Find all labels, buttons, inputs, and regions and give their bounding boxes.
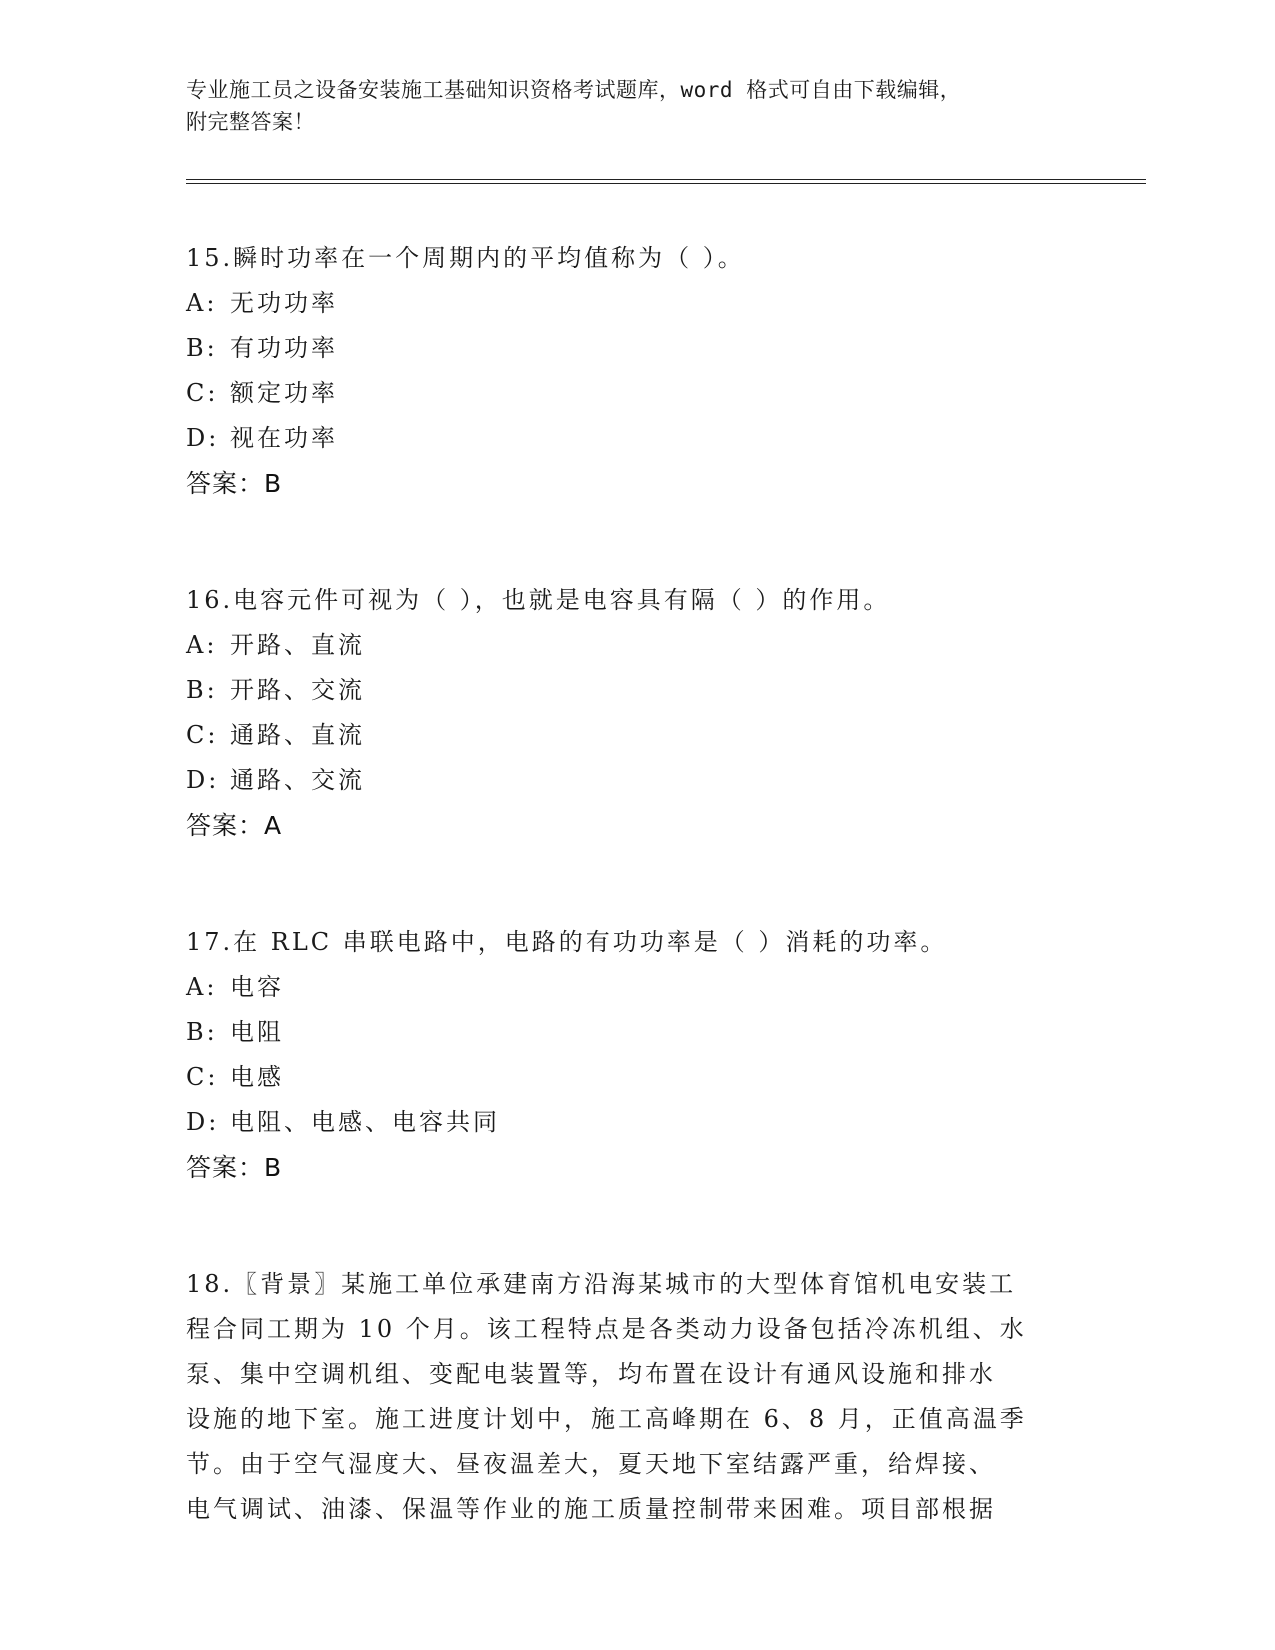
paragraph-line: 18.〖背景〗某施工单位承建南方沿海某城市的大型体育馆机电安装工	[186, 1270, 1017, 1298]
option-text: 通路、交流	[230, 766, 365, 794]
option-key: A:	[186, 973, 218, 1001]
option-b	[186, 326, 1086, 371]
paragraph-line: 程合同工期为 10 个月。该工程特点是各类动力设备包括冷冻机组、水	[186, 1315, 1027, 1343]
option-key: C:	[186, 721, 219, 749]
option-text: 通路、直流	[230, 721, 365, 749]
header-line-2: 附完整答案！	[186, 110, 315, 134]
question-stem: 16.电容元件可视为（ ），也就是电容具有隔（ ）的作用。	[186, 586, 891, 614]
option-key: D:	[186, 424, 220, 452]
question-stem: 17.在 RLC 串联电路中，电路的有功功率是（ ）消耗的功率。	[186, 928, 948, 956]
option-key: B:	[186, 334, 218, 362]
answer-line: 答案：B	[186, 469, 283, 498]
option-text: 电阻、电感、电容共同	[230, 1108, 500, 1136]
option-a	[186, 281, 1086, 326]
option-a	[186, 623, 1086, 668]
header-divider-bottom	[186, 183, 1146, 184]
option-d	[186, 1100, 1086, 1145]
option-key: C:	[186, 379, 219, 407]
option-b	[186, 668, 1086, 713]
option-d	[186, 416, 1086, 461]
question-17	[186, 920, 1086, 1190]
option-text: 电感	[230, 1063, 284, 1091]
question-16	[186, 578, 1086, 848]
option-a	[186, 965, 1086, 1010]
header-divider-top	[186, 179, 1146, 180]
option-text: 开路、交流	[230, 676, 365, 704]
question-list	[186, 236, 1086, 1532]
answer-line: 答案：A	[186, 811, 283, 840]
option-key: B:	[186, 1018, 218, 1046]
option-key: D:	[186, 1108, 220, 1136]
paragraph-line: 泵、集中空调机组、变配电装置等，均布置在设计有通风设施和排水	[186, 1360, 996, 1388]
question-stem: 15.瞬时功率在一个周期内的平均值称为（ ）。	[186, 244, 745, 272]
option-c	[186, 371, 1086, 416]
option-text: 开路、直流	[230, 631, 365, 659]
question-15	[186, 236, 1086, 506]
option-text: 额定功率	[230, 379, 338, 407]
option-text: 无功功率	[230, 289, 338, 317]
option-b	[186, 1010, 1086, 1055]
option-key: D:	[186, 766, 220, 794]
option-c	[186, 713, 1086, 758]
option-text: 有功功率	[230, 334, 338, 362]
option-key: A:	[186, 289, 218, 317]
question-18	[186, 1262, 1086, 1532]
paragraph-line: 设施的地下室。施工进度计划中，施工高峰期在 6、8 月，正值高温季	[186, 1405, 1027, 1433]
header-line-1: 专业施工员之设备安装施工基础知识资格考试题库，word 格式可自由下载编辑，	[186, 78, 962, 102]
option-text: 电阻	[230, 1018, 284, 1046]
option-d	[186, 758, 1086, 803]
option-text: 视在功率	[230, 424, 338, 452]
option-key: C:	[186, 1063, 219, 1091]
paragraph-line: 电气调试、油漆、保温等作业的施工质量控制带来困难。项目部根据	[186, 1495, 996, 1523]
option-c	[186, 1055, 1086, 1100]
option-key: B:	[186, 676, 218, 704]
option-text: 电容	[230, 973, 284, 1001]
paragraph-line: 节。由于空气湿度大、昼夜温差大，夏天地下室结露严重，给焊接、	[186, 1450, 996, 1478]
document-header	[186, 74, 1086, 138]
answer-line: 答案：B	[186, 1153, 283, 1182]
option-key: A:	[186, 631, 218, 659]
